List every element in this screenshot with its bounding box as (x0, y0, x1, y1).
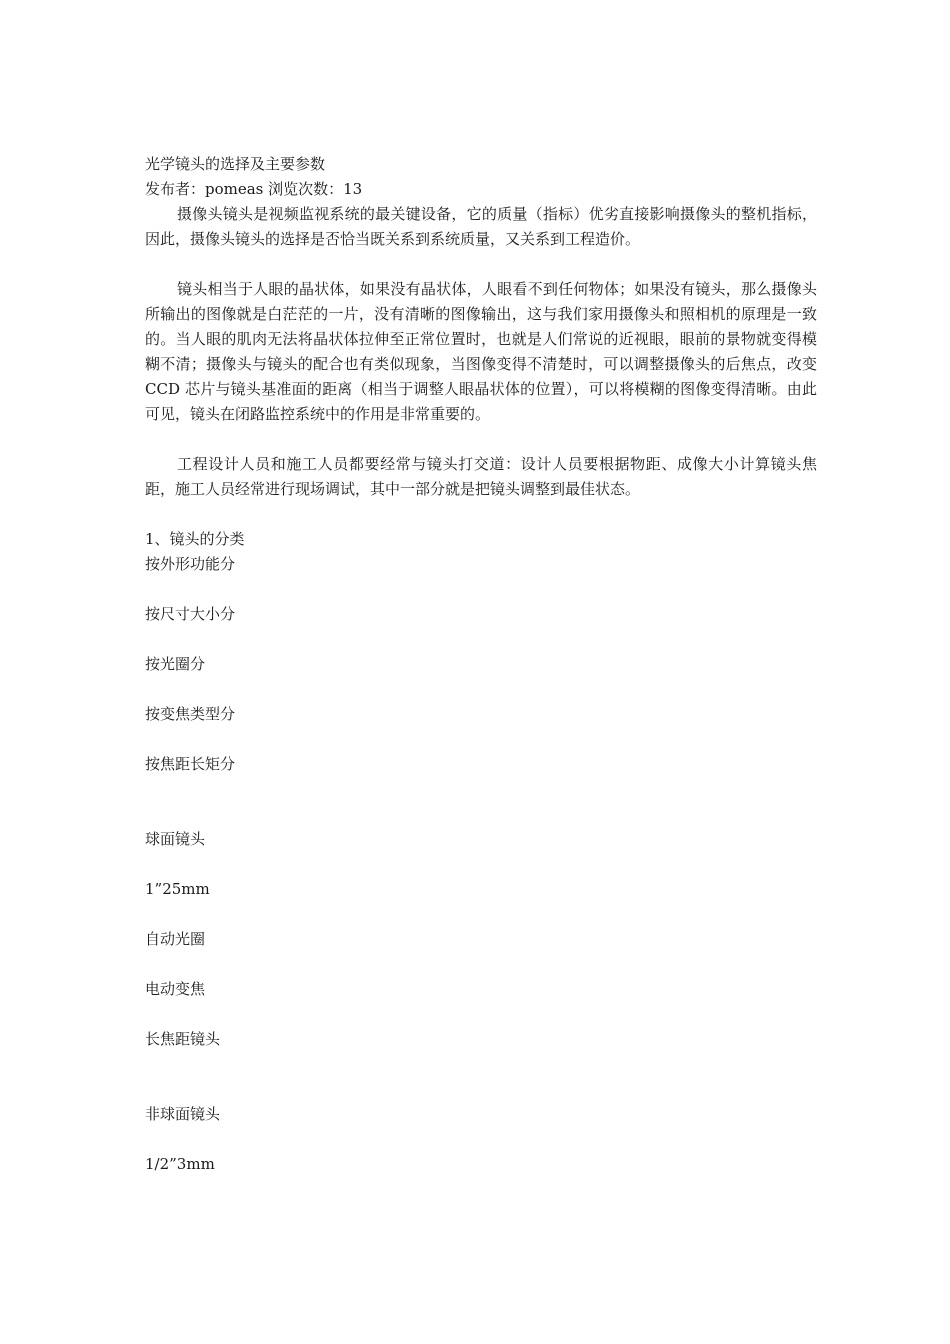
spacer (145, 252, 817, 277)
group2-item: 1/2”3mm (145, 1155, 215, 1173)
classification-item: 按焦距长矩分 (145, 755, 236, 773)
group1-item: 球面镜头 (145, 830, 206, 848)
document-body (145, 152, 817, 1177)
group2-item: 非球面镜头 (145, 1105, 221, 1123)
section-heading: 1、镜头的分类 (145, 530, 245, 548)
group1-item: 1”25mm (145, 880, 210, 898)
paragraph-lens-eye-analogy: 镜头相当于人眼的晶状体，如果没有晶状体，人眼看不到任何物体；如果没有镜头，那么摄像头所输出的图像就是白茫茫的一片，没有清晰的图像输出，这与我们家用摄像头和照相机的原理是一致的。当人眼的肌肉无法将晶状体拉伸至正常位置时，也就是人们常说的近视眼，眼前的景物就变得模糊不清；摄像头与镜头的配合也有类似现象，当图像变得不清楚时，可以调整摄像头的后焦点，改变 CCD 芯片与镜头基准面的距离（相当于调整人眼晶状体的位置），可以将模糊的图像变得清晰。由此可见，镜头在闭路监控系统中的作用是非常重要的。 (145, 280, 817, 423)
group1-item: 自动光圈 (145, 930, 206, 948)
publisher-info: 发布者：pomeas 浏览次数：13 (145, 180, 363, 198)
document-title: 光学镜头的选择及主要参数 (145, 155, 326, 173)
classification-item: 按光圈分 (145, 655, 206, 673)
group1-item: 长焦距镜头 (145, 1030, 221, 1048)
paragraph-intro: 摄像头镜头是视频监视系统的最关键设备，它的质量（指标）优劣直接影响摄像头的整机指标，因此，摄像头镜头的选择是否恰当既关系到系统质量，又关系到工程造价。 (145, 205, 817, 248)
classification-item: 按尺寸大小分 (145, 605, 236, 623)
classification-item: 按外形功能分 (145, 555, 236, 573)
spacer (145, 502, 817, 527)
classification-item: 按变焦类型分 (145, 705, 236, 723)
group1-item: 电动变焦 (145, 980, 206, 998)
paragraph-engineering: 工程设计人员和施工人员都要经常与镜头打交道：设计人员要根据物距、成像大小计算镜头焦距，施工人员经常进行现场调试，其中一部分就是把镜头调整到最佳状态。 (145, 455, 817, 498)
spacer (145, 427, 817, 452)
